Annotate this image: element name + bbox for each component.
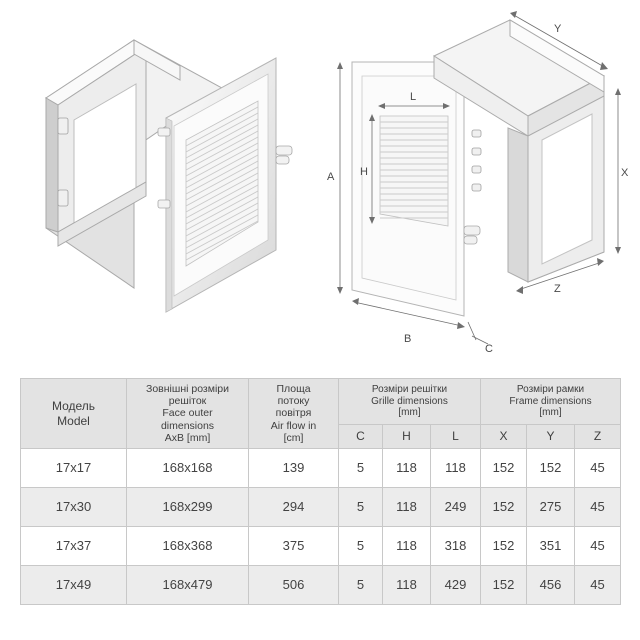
cell-model: 17x17	[21, 449, 127, 488]
cell-c: 5	[339, 488, 383, 527]
cell-l: 118	[431, 449, 481, 488]
dim-label-L: L	[410, 91, 417, 103]
header-face-line1: Зовнішні розміри	[146, 382, 229, 395]
spec-table	[20, 378, 621, 605]
cell-x: 152	[481, 488, 527, 527]
table-row	[21, 566, 621, 605]
cell-c: 5	[339, 449, 383, 488]
table-head	[21, 379, 621, 449]
header-face-line2: решіток	[168, 394, 207, 407]
dim-label-Y: Y	[554, 23, 562, 35]
cell-air: 139	[249, 449, 339, 488]
table-body	[21, 449, 621, 605]
dim-label-H: H	[360, 166, 368, 178]
header-air-line2: потоку	[277, 394, 310, 407]
cell-face: 168x479	[127, 566, 249, 605]
header-air-line5: [cm]	[283, 432, 304, 445]
cell-l: 318	[431, 527, 481, 566]
header-air-line1: Площа	[276, 382, 311, 395]
cell-face: 168x299	[127, 488, 249, 527]
header-air-line4: Air flow in	[270, 419, 317, 432]
cell-z: 45	[575, 566, 621, 605]
cell-model: 17x49	[21, 566, 127, 605]
cell-air: 375	[249, 527, 339, 566]
header-col-c: C	[339, 425, 383, 449]
cell-l: 249	[431, 488, 481, 527]
dim-label-A: A	[327, 171, 335, 183]
dim-label-B: B	[404, 333, 412, 345]
header-grille-line3: [mm]	[398, 407, 421, 419]
header-col-z: Z	[575, 425, 621, 449]
header-frame-line1: Розміри рамки	[516, 383, 585, 395]
spec-table-wrap	[20, 378, 620, 605]
header-row-top	[21, 379, 621, 425]
cell-y: 275	[527, 488, 575, 527]
table-row	[21, 488, 621, 527]
dim-label-Z: Z	[554, 283, 561, 295]
header-col-h: H	[383, 425, 431, 449]
cell-y: 152	[527, 449, 575, 488]
cell-model: 17x37	[21, 527, 127, 566]
header-frame-line2: Frame dimensions	[509, 395, 592, 407]
cell-z: 45	[575, 527, 621, 566]
exploded-view-figure	[14, 0, 314, 372]
cell-y: 351	[527, 527, 575, 566]
cell-x: 152	[481, 566, 527, 605]
cell-z: 45	[575, 449, 621, 488]
header-grille-line2: Grille dimensions	[371, 395, 448, 407]
dim-label-X: X	[621, 167, 629, 179]
header-grille-group	[339, 379, 481, 425]
cell-h: 118	[383, 527, 431, 566]
table-row	[21, 449, 621, 488]
cell-l: 429	[431, 566, 481, 605]
header-col-l: L	[431, 425, 481, 449]
dimensioned-view-figure	[322, 0, 632, 372]
cell-face: 168x368	[127, 527, 249, 566]
header-col-x: X	[481, 425, 527, 449]
header-face-line3: Face outer	[162, 407, 213, 420]
header-col-y: Y	[527, 425, 575, 449]
header-frame-line3: [mm]	[539, 407, 562, 419]
header-frame-group	[481, 379, 621, 425]
header-face-line4: dimensions	[160, 419, 215, 432]
cell-air: 294	[249, 488, 339, 527]
cell-c: 5	[339, 527, 383, 566]
header-air-flow	[249, 379, 339, 449]
cell-h: 118	[383, 449, 431, 488]
header-model	[21, 379, 127, 449]
header-model-line2: Model	[57, 413, 90, 428]
header-model-line1: Модель	[51, 399, 96, 414]
cell-h: 118	[383, 488, 431, 527]
cell-x: 152	[481, 449, 527, 488]
table-row	[21, 527, 621, 566]
cell-h: 118	[383, 566, 431, 605]
header-grille-line1: Розміри решітки	[371, 383, 448, 395]
header-face-line5: AxB [mm]	[164, 432, 211, 445]
header-air-line3: повітря	[275, 407, 312, 420]
header-face-outer	[127, 379, 249, 449]
cell-air: 506	[249, 566, 339, 605]
cell-y: 456	[527, 566, 575, 605]
cell-face: 168x168	[127, 449, 249, 488]
dim-label-C: C	[485, 343, 493, 355]
cell-x: 152	[481, 527, 527, 566]
cell-z: 45	[575, 488, 621, 527]
cell-c: 5	[339, 566, 383, 605]
cell-model: 17x30	[21, 488, 127, 527]
